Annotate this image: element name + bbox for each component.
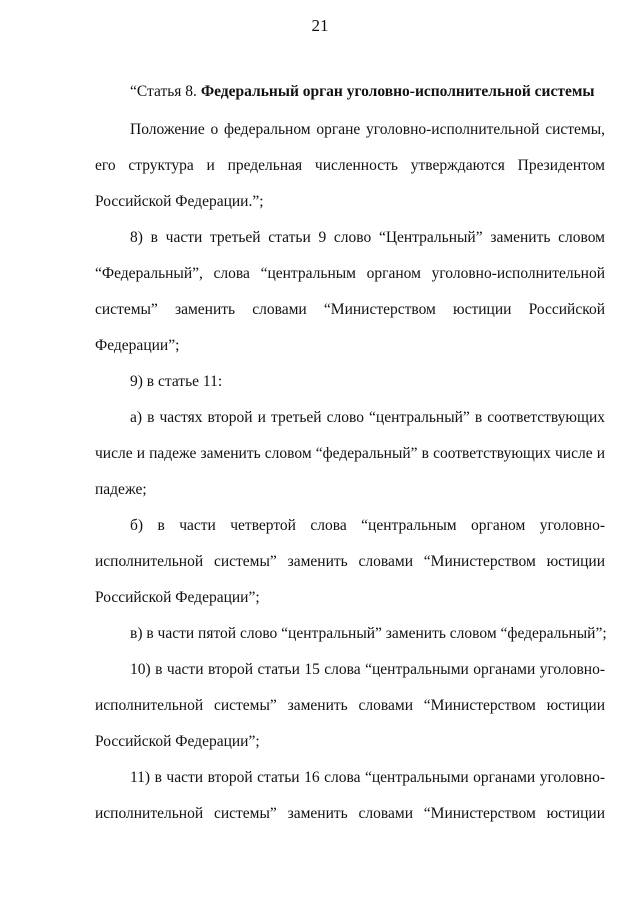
text-line: падеже; bbox=[95, 481, 147, 498]
text-line: Федерации”; bbox=[95, 337, 180, 354]
text-line: числе и падеже заменить словом “федеральный” в соответствующих числе и bbox=[95, 445, 605, 462]
text-line: Положение о федеральном органе уголовно-исполнительной системы, bbox=[130, 121, 605, 138]
text-line: Российской Федерации”; bbox=[95, 733, 260, 750]
text-line: системы” заменить словами “Министерством юстиции Российской bbox=[95, 301, 605, 318]
text-line: а) в частях второй и третьей слово “центральный” в соответствующих bbox=[130, 409, 605, 426]
text-line: исполнительной системы” заменить словами “Министерством юстиции bbox=[95, 697, 605, 714]
text-line: Российской Федерации.”; bbox=[95, 193, 264, 210]
article-heading bbox=[130, 82, 595, 102]
article-prefix: “Статья 8. bbox=[130, 83, 197, 100]
text-line: б) в части четвертой слова “центральным органом уголовно- bbox=[130, 517, 605, 534]
article-title: Федеральный орган уголовно-исполнительной системы bbox=[200, 83, 595, 100]
text-line: Российской Федерации”; bbox=[95, 589, 260, 606]
text-line: 8) в части третьей статьи 9 слово “Центральный” заменить словом bbox=[130, 229, 605, 246]
text-line: в) в части пятой слово “центральный” заменить словом “федеральный”; bbox=[130, 625, 607, 642]
text-line: 9) в статье 11: bbox=[130, 373, 223, 390]
text-line: “Федеральный”, слова “центральным органом уголовно-исполнительной bbox=[95, 265, 605, 282]
text-line: 11) в части второй статьи 16 слова “центральными органами уголовно- bbox=[130, 769, 605, 786]
text-line: исполнительной системы” заменить словами “Министерством юстиции bbox=[95, 553, 605, 570]
text-line: исполнительной системы” заменить словами “Министерством юстиции bbox=[95, 805, 605, 822]
text-line: 10) в части второй статьи 15 слова “центральными органами уголовно- bbox=[130, 661, 605, 678]
page-number: 21 bbox=[311, 16, 329, 35]
text-line: его структура и предельная численность утверждаются Президентом bbox=[95, 157, 605, 174]
